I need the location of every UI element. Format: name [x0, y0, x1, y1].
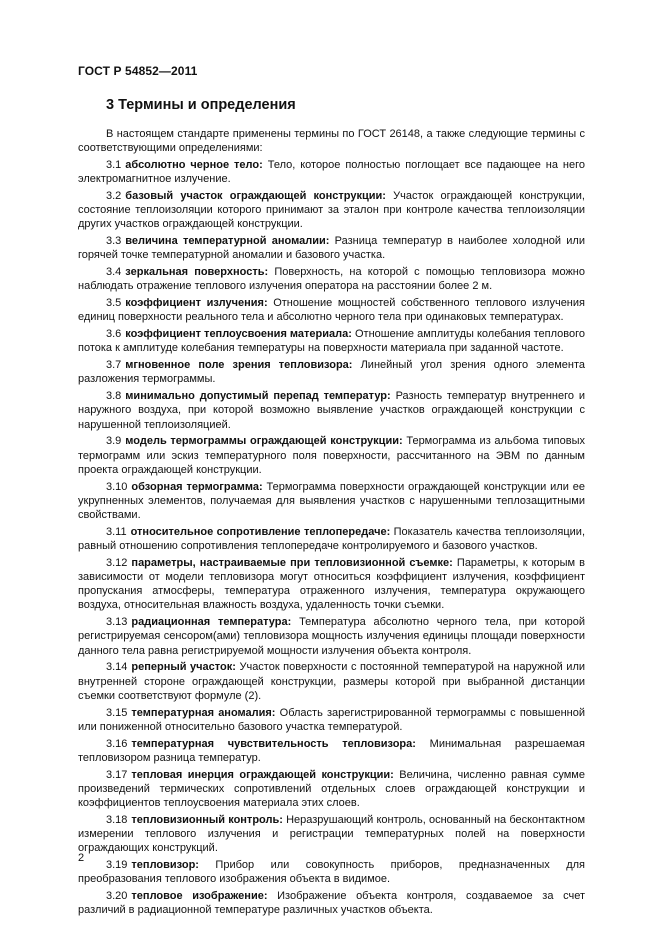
- term-name: базовый участок ограждающей конструкции:: [125, 190, 386, 202]
- term-name: относительное сопротивление теплопередаче:: [130, 525, 391, 538]
- term-definition: Неразрушающий контроль, основанный на бесконтактном измерении теплового излучения и регистрации температурных полей на поверхности ограждающих конструкций.: [78, 813, 586, 855]
- term-name: зеркальная поверхность:: [125, 266, 269, 279]
- term-definition: Линейный угол зрения одного элемента разложения термограммы.: [78, 359, 585, 386]
- term-number: 3.1: [106, 159, 122, 171]
- term-entry: [78, 556, 585, 613]
- term-entry: [78, 358, 585, 386]
- term-name: параметры, настраиваемые при тепловизионной съемке:: [131, 556, 453, 569]
- term-number: 3.17: [106, 768, 128, 781]
- term-name: модель термограммы ограждающей конструкции:: [125, 435, 403, 448]
- term-definition: Отношение мощностей собственного теплового излучения единиц поверхности реального тела и абсолютно черного тела при одинаковых температурах.: [78, 297, 585, 324]
- term-number: 3.2: [106, 190, 122, 202]
- term-definition: Величина, численно равная сумме произведений термических сопротивлений отдельных слоев ограждающей конструкции и коэффициентов теплоусвоения материала этих слоев.: [78, 768, 585, 810]
- term-entry: [78, 660, 585, 703]
- term-entry: [78, 158, 585, 186]
- term-number: 3.6: [106, 328, 122, 341]
- term-entry: [78, 737, 585, 765]
- term-name: температурная чувствительность тепловизора:: [131, 737, 416, 750]
- term-definition: Параметры, к которым в зависимости от модели тепловизора могут относиться коэффициент излучения, коэффициент пропускания атмосферы, температура отраженного излучения, температура окружающего воздуха, относительная влажность воздуха, удаленность точки съемки.: [78, 556, 585, 612]
- term-number: 3.4: [106, 266, 122, 279]
- terms-list: [78, 158, 585, 917]
- term-entry: [78, 189, 585, 232]
- term-definition: Отношение амплитуды колебания теплового потока к амплитуде колебания температуры на поверхности материала при заданной частоте.: [78, 328, 585, 355]
- term-number: 3.20: [106, 890, 128, 903]
- term-entry: [78, 265, 585, 293]
- term-definition: Участок поверхности с постоянной температурой на наружной или внутренней стороне ограждающей конструкции, размеры которой при выбранной дистанции съемки соответствуют формуле (2).: [78, 661, 586, 702]
- section-body: [78, 127, 585, 920]
- section-title: 3 Термины и определения: [106, 97, 296, 113]
- term-definition: Тело, которое полностью поглощает все падающее на него электромагнитное излучение.: [78, 159, 586, 186]
- term-number: 3.5: [106, 297, 122, 310]
- term-definition: Термограмма из альбома типовых термограмм или эскиз температурного поля поверхности, рассчитанного на ЭВМ по данным проекта ограждающей конструкции.: [78, 435, 585, 476]
- term-entry: [78, 327, 585, 355]
- term-name: мгновенное поле зрения тепловизора:: [125, 359, 353, 372]
- page-number: 2: [78, 852, 85, 864]
- term-entry: [78, 706, 585, 734]
- term-number: 3.14: [106, 661, 128, 674]
- term-number: 3.18: [106, 813, 128, 826]
- term-name: абсолютно черное тело:: [125, 159, 263, 171]
- term-entry: [78, 389, 585, 432]
- term-entry: [78, 889, 585, 917]
- term-definition: Прибор или совокупность приборов, предназначенных для преобразования теплового изображения объекта в видимое.: [78, 859, 585, 886]
- term-entry: [78, 296, 585, 324]
- term-name: коэффициент излучения:: [125, 297, 268, 310]
- term-definition: Изображение объекта контроля, создаваемое за счет различий в радиационной температуре различных участков объекта.: [78, 890, 585, 917]
- term-definition: Температура абсолютно черного тела, при которой регистрируемая сенсором(ами) тепловизора мощность излучения единицы площади поверхности данного тела равна регистрируемой мощности излучения объекта контроля.: [78, 616, 585, 657]
- term-name: тепловая инерция ограждающей конструкции:: [131, 768, 394, 781]
- term-entry: [78, 234, 585, 262]
- term-entry: [78, 768, 585, 811]
- term-definition: Разность температур внутреннего и наружного воздуха, при которой возможно выявление участков ограждающей конструкции с нарушенной теплоизоляцией.: [78, 390, 586, 431]
- intro-paragraph: В настоящем стандарте применены термины по ГОСТ 26148, а также следующие термины с соответствующими определениями:: [78, 128, 585, 155]
- term-name: реперный участок:: [131, 661, 236, 674]
- term-number: 3.7: [106, 359, 122, 372]
- term-entry: [78, 525, 585, 553]
- term-number: 3.3: [106, 235, 122, 248]
- term-definition: Минимальная разрешаемая тепловизором разница температур.: [78, 737, 585, 764]
- term-name: величина температурной аномалии:: [125, 235, 330, 248]
- term-number: 3.11: [106, 525, 127, 538]
- document-header: ГОСТ Р 54852—2011: [78, 64, 198, 78]
- term-entry: [78, 480, 585, 523]
- term-definition: Показатель качества теплоизоляции, равный отношению сопротивления теплопередаче контролируемого и базового участков.: [78, 525, 585, 553]
- term-number: 3.8: [106, 390, 122, 403]
- term-entry: [78, 813, 585, 856]
- term-definition: Область зарегистрированной термограммы с повышенной или пониженной относительно базового участка температурой.: [78, 706, 586, 733]
- term-entry: [78, 615, 585, 658]
- term-name: коэффициент теплоусвоения материала:: [125, 328, 352, 341]
- term-name: тепловое изображение:: [131, 890, 268, 903]
- term-number: 3.13: [106, 616, 128, 629]
- term-entry: [78, 858, 585, 886]
- term-number: 3.9: [106, 435, 122, 448]
- term-number: 3.15: [106, 706, 128, 719]
- term-number: 3.16: [106, 737, 128, 750]
- term-name: тепловизор:: [131, 859, 199, 872]
- term-entry: [78, 434, 585, 477]
- term-definition: Участок ограждающей конструкции, состояние теплоизоляции которого принимают за эталон при контроле качества теплоизоляции других участков ограждающей конструкции.: [78, 190, 585, 231]
- term-definition: Поверхность, на которой с помощью тепловизора можно наблюдать отражение теплового излучения оператора на расстоянии более 2 м.: [78, 266, 585, 293]
- term-name: температурная аномалия:: [131, 706, 276, 719]
- term-name: тепловизионный контроль:: [131, 813, 283, 826]
- term-number: 3.19: [106, 859, 128, 872]
- term-name: минимально допустимый перепад температур:: [125, 390, 391, 403]
- term-name: обзорная термограмма:: [131, 480, 263, 493]
- term-definition: Термограмма поверхности ограждающей конструкции или ее укрупненных элементов, получаемая для выявления участков с нарушенными теплозащитными свойствами.: [78, 480, 586, 522]
- term-name: радиационная температура:: [131, 616, 292, 629]
- term-number: 3.12: [106, 556, 128, 569]
- term-number: 3.10: [106, 480, 128, 493]
- term-definition: Разница температур в наиболее холодной или горячей точке температурной аномалии и базового участка.: [78, 235, 585, 262]
